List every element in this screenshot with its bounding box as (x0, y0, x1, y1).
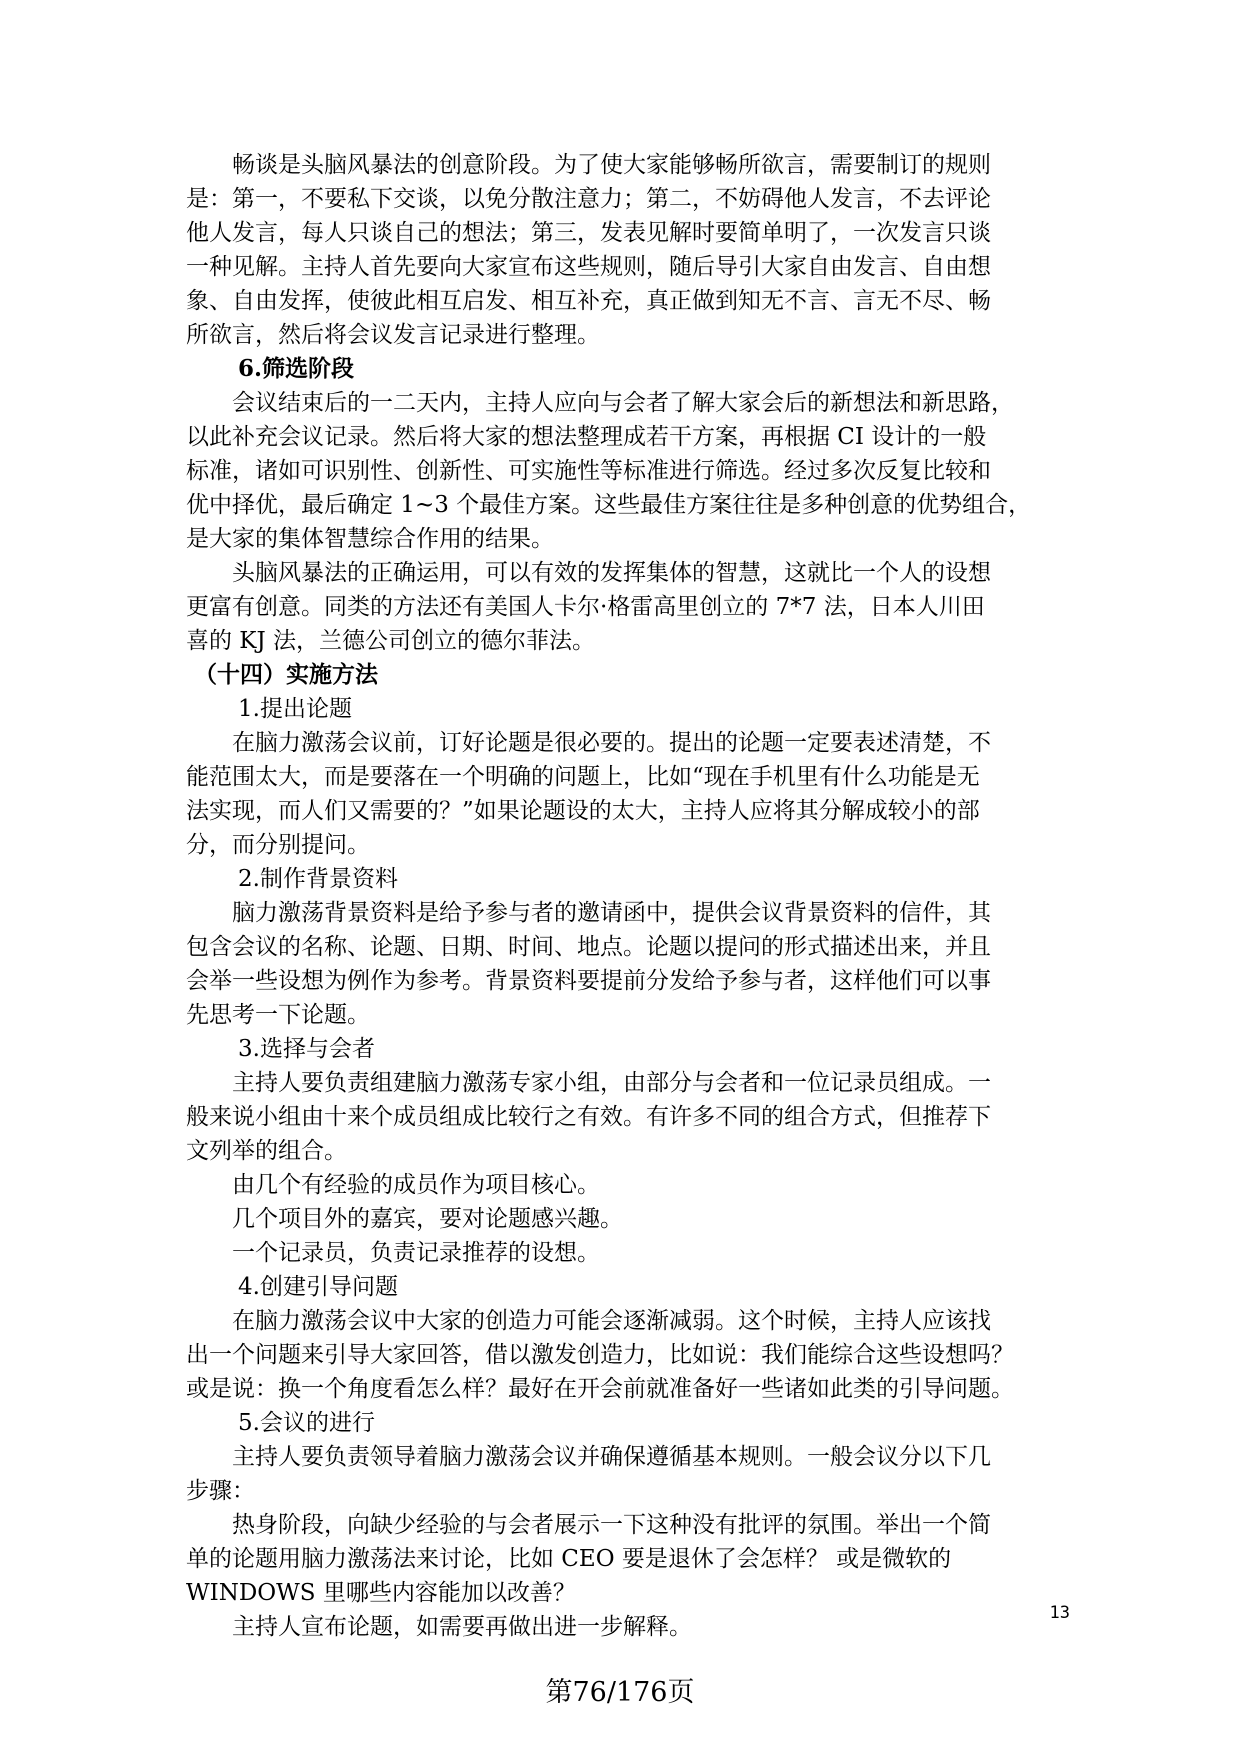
text-line: 会举一些设想为例作为参考。背景资料要提前分发给予参与者，这样他们可以事 (186, 968, 991, 994)
text-line: 3.选择与会者 (238, 1036, 375, 1062)
text-line: 在脑力激荡会议中大家的创造力可能会逐渐减弱。这个时候，主持人应该找 (232, 1308, 991, 1334)
text-line: 2.制作背景资料 (238, 866, 398, 892)
text-line: 4.创建引导问题 (238, 1274, 398, 1300)
text-line: WINDOWS 里哪些内容能加以改善？ (186, 1580, 576, 1606)
text-line: 由几个有经验的成员作为项目核心。 (232, 1172, 600, 1198)
text-line: 主持人宣布论题，如需要再做出进一步解释。 (232, 1614, 692, 1640)
text-line: 头脑风暴法的正确运用，可以有效的发挥集体的智慧，这就比一个人的设想 (232, 560, 991, 586)
text-line: 所欲言，然后将会议发言记录进行整理。 (186, 322, 600, 348)
text-line: 单的论题用脑力激荡法来讨论，比如 CEO 要是退休了会怎样？ 或是微软的 (186, 1546, 952, 1572)
text-line: 步骤： (186, 1478, 255, 1504)
text-line: 主持人要负责领导着脑力激荡会议并确保遵循基本规则。一般会议分以下几 (232, 1444, 991, 1470)
text-line: 出一个问题来引导大家回答，借以激发创造力，比如说：我们能综合这些设想吗？ (186, 1342, 1014, 1368)
text-line: 1.提出论题 (238, 696, 352, 722)
text-line: 一种见解。主持人首先要向大家宣布这些规则，随后导引大家自由发言、自由想 (186, 254, 991, 280)
text-line: 包含会议的名称、论题、日期、时间、地点。论题以提问的形式描述出来，并且 (186, 934, 991, 960)
text-line: 一个记录员，负责记录推荐的设想。 (232, 1240, 600, 1266)
text-line: 是：第一，不要私下交谈，以免分散注意力；第二，不妨碍他人发言，不去评论 (186, 186, 991, 212)
body-text (186, 148, 1056, 1644)
text-line: 会议结束后的一二天内，主持人应向与会者了解大家会后的新想法和新思路， (232, 390, 1014, 416)
text-line: 热身阶段，向缺少经验的与会者展示一下这种没有批评的氛围。举出一个简 (232, 1512, 991, 1538)
text-line: 脑力激荡背景资料是给予参与者的邀请函中，提供会议背景资料的信件，其 (232, 900, 991, 926)
text-line: 象、自由发挥，使彼此相互启发、相互补充，真正做到知无不言、言无不尽、畅 (186, 288, 991, 314)
text-line: 或是说：换一个角度看怎么样？最好在开会前就准备好一些诸如此类的引导问题。 (186, 1376, 1014, 1402)
page-footer: 第76/176页 (545, 1677, 695, 1708)
text-line: （十四）实施方法 (194, 661, 378, 688)
text-line: 几个项目外的嘉宾，要对论题感兴趣。 (232, 1206, 623, 1232)
text-line: 优中择优，最后确定 1~3 个最佳方案。这些最佳方案往往是多种创意的优势组合， (186, 492, 1032, 518)
text-line: 文列举的组合。 (186, 1138, 347, 1164)
text-line: 在脑力激荡会议前，订好论题是很必要的。提出的论题一定要表述清楚，不 (232, 730, 991, 756)
text-line: 喜的 KJ 法，兰德公司创立的德尔菲法。 (186, 628, 596, 654)
text-line: 法实现，而人们又需要的？”如果论题设的太大，主持人应将其分解成较小的部 (186, 798, 980, 824)
text-line: 能范围太大，而是要落在一个明确的问题上，比如“现在手机里有什么功能是无 (186, 764, 980, 790)
text-line: 畅谈是头脑风暴法的创意阶段。为了使大家能够畅所欲言，需要制订的规则 (232, 152, 991, 178)
text-line: 分，而分别提问。 (186, 832, 370, 858)
text-line: 先思考一下论题。 (186, 1002, 370, 1028)
text-line: 是大家的集体智慧综合作用的结果。 (186, 526, 554, 552)
text-line: 更富有创意。同类的方法还有美国人卡尔·格雷高里创立的 7*7 法，日本人川田 (186, 594, 985, 620)
text-line: 5.会议的进行 (238, 1410, 375, 1436)
text-line: 般来说小组由十来个成员组成比较行之有效。有许多不同的组合方式，但推荐下 (186, 1104, 991, 1130)
text-line: 他人发言，每人只谈自己的想法；第三，发表见解时要简单明了，一次发言只谈 (186, 220, 991, 246)
text-line: 6.筛选阶段 (238, 355, 355, 382)
page-number: 13 (1049, 1603, 1070, 1623)
text-line: 标准，诸如可识别性、创新性、可实施性等标准进行筛选。经过多次反复比较和 (186, 458, 991, 484)
text-line: 主持人要负责组建脑力激荡专家小组，由部分与会者和一位记录员组成。一 (232, 1070, 991, 1096)
text-line: 以此补充会议记录。然后将大家的想法整理成若干方案，再根据 CI 设计的一般 (186, 424, 987, 450)
